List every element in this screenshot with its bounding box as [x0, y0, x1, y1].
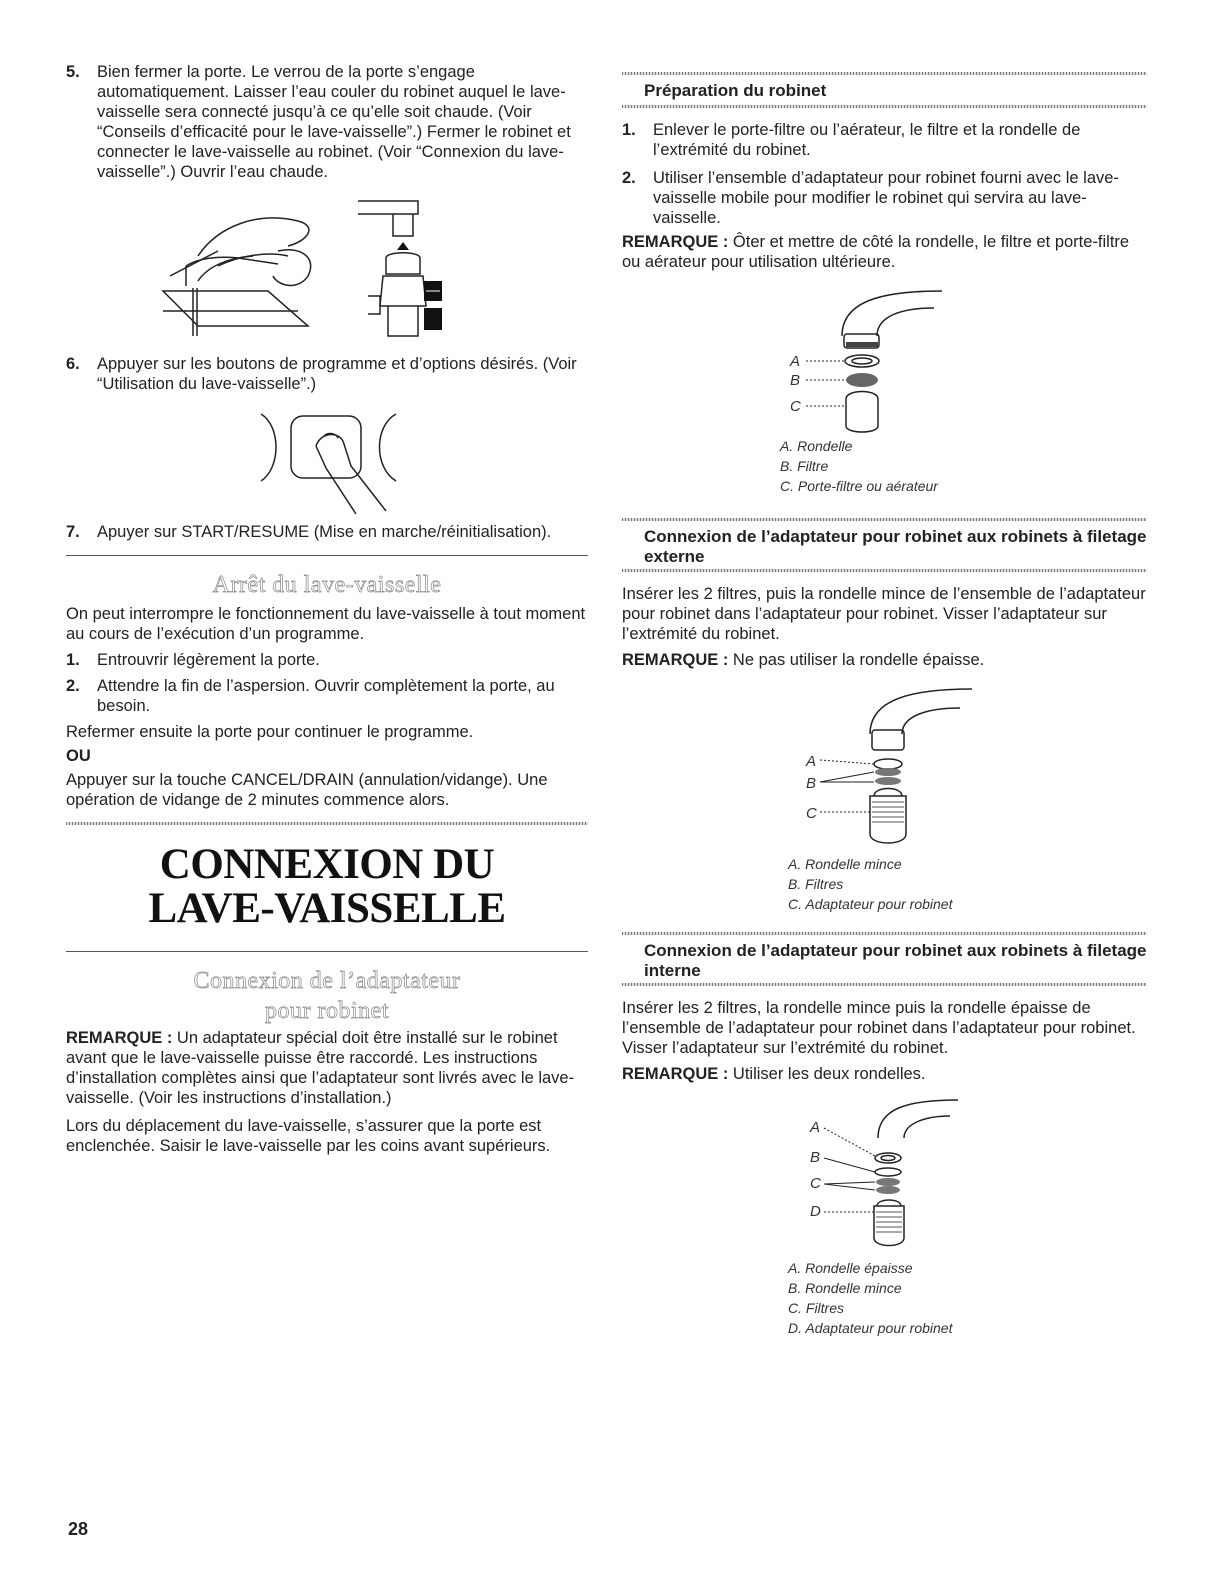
- adapter-para: Lors du déplacement du lave-vaisselle, s’assurer que la porte est enclenchée. Saisir le lave-vaisselle par les coins avant supérieurs.: [66, 1117, 551, 1155]
- fig-letter: C: [810, 1175, 821, 1192]
- button-press-illustration: [256, 406, 588, 516]
- step-text: Apuyer sur START/RESUME (Mise en marche/réinitialisation).: [97, 523, 552, 541]
- divider: [66, 555, 588, 556]
- fig-letter: A: [810, 1119, 821, 1136]
- stop-section-title: Arrêt du lave-vaisselle: [212, 572, 442, 598]
- internal-captions: [788, 1258, 1147, 1338]
- fig-letter: B: [790, 372, 801, 389]
- adapter-section-title-line-2: pour robinet: [265, 998, 389, 1024]
- note-text: Ôter et mettre de côté la rondelle, le filtre et porte-filtre ou aérateur pour utilisation ultérieure.: [622, 233, 1130, 271]
- internal-title: Connexion de l’adaptateur pour robinet aux robinets à filetage interne: [644, 941, 1147, 980]
- right-column: [622, 62, 1147, 1338]
- stop-cancel: Appuyer sur la touche CANCEL/DRAIN (annulation/vidange). Une opération de vidange de 2 minutes commence alors.: [66, 771, 548, 809]
- external-title: Connexion de l’adaptateur pour robinet aux robinets à filetage externe: [644, 527, 1147, 566]
- step-5: [66, 62, 588, 182]
- note-text: Utiliser les deux rondelles.: [728, 1065, 926, 1083]
- prep-note: [622, 232, 1147, 272]
- note-label: REMARQUE :: [622, 233, 729, 251]
- caption: C. Porte-filtre ou aérateur: [780, 478, 938, 494]
- faucet-illustration: [158, 196, 588, 346]
- step-text: Attendre la fin de l’aspersion. Ouvrir complètement la porte, au besoin.: [97, 677, 555, 715]
- hatched-divider: [66, 822, 588, 825]
- note-label: REMARQUE :: [622, 651, 729, 669]
- external-note: [622, 650, 1147, 670]
- left-column: [66, 62, 588, 1156]
- adapter-section-title-line-1: Connexion de l’adaptateur: [193, 968, 461, 994]
- fig-letter: B: [810, 1149, 821, 1166]
- caption: C. Filtres: [788, 1300, 844, 1316]
- caption: B. Rondelle mince: [788, 1280, 902, 1296]
- caption: A. Rondelle épaisse: [788, 1260, 913, 1276]
- divider: [66, 951, 588, 952]
- fig-letter: D: [810, 1203, 821, 1220]
- caption: D. Adaptateur pour robinet: [788, 1320, 953, 1336]
- main-title-line-1: CONNEXION DU: [159, 841, 495, 888]
- stop-after: Refermer ensuite la porte pour continuer le programme.: [66, 723, 474, 741]
- hatched-divider: [622, 983, 1147, 986]
- internal-note: [622, 1064, 1147, 1084]
- main-title-line-2: LAVE-VAISSELLE: [148, 885, 506, 932]
- fig-letter: C: [806, 805, 817, 822]
- external-captions: [788, 854, 1147, 914]
- note-text: Ne pas utiliser la rondelle épaisse.: [728, 651, 985, 669]
- prep-title: Préparation du robinet: [644, 81, 827, 100]
- step-text: Enlever le porte-filtre ou l’aérateur, le filtre et la rondelle de l’extrémité du robinet.: [653, 121, 1081, 159]
- adapter-note: [66, 1028, 588, 1108]
- or-label: OU: [66, 747, 91, 765]
- step-text: Appuyer sur les boutons de programme et d’options désirés. (Voir “Utilisation du lave-vaisselle”.): [97, 355, 577, 393]
- step-number: 7.: [66, 523, 80, 541]
- prep-step-1: [622, 120, 1147, 160]
- fig-letter: B: [806, 775, 817, 792]
- internal-figure: [808, 1098, 1147, 1258]
- hatched-divider: [622, 932, 1147, 935]
- external-figure: [802, 684, 1147, 854]
- step-6: [66, 354, 588, 394]
- hatched-divider: [622, 569, 1147, 572]
- fig-letter: C: [790, 398, 801, 415]
- step-text: Bien fermer la porte. Le verrou de la porte s’engage automatiquement. Laisser l’eau couler du robinet auquel le lave-vaisselle sera connecté jusqu’à ce qu’elle soit chaude. (Voir “Conseils d’efficacité pour le lave-vaisselle”.) Fermer le robinet et connecter le lave-vaisselle au robinet. (Voir “Connexion du lave-vaisselle”.) Ouvrir l’eau chaude.: [97, 63, 571, 181]
- stop-intro: On peut interrompre le fonctionnement du lave-vaisselle à tout moment au cours de l’exécution d’un programme.: [66, 605, 586, 643]
- stop-step-2: [66, 676, 588, 716]
- step-text: Entrouvrir légèrement la porte.: [97, 651, 320, 669]
- external-para: Insérer les 2 filtres, puis la rondelle mince de l’ensemble de l’adaptateur pour robinet dans l’adaptateur pour robinet. Visser l’adaptateur sur l’extrémité du robinet.: [622, 585, 1146, 643]
- step-number: 1.: [622, 121, 636, 139]
- caption: C. Adaptateur pour robinet: [788, 896, 953, 912]
- hatched-divider: [622, 105, 1147, 108]
- step-7: [66, 522, 588, 542]
- fig-letter: A: [806, 753, 817, 770]
- prep-captions: [780, 436, 1147, 496]
- note-label: REMARQUE :: [66, 1029, 173, 1047]
- step-number: 6.: [66, 355, 80, 373]
- step-number: 1.: [66, 651, 80, 669]
- prep-figure: [782, 286, 1147, 436]
- caption: B. Filtre: [780, 458, 829, 474]
- caption: B. Filtres: [788, 876, 844, 892]
- note-label: REMARQUE :: [622, 1065, 729, 1083]
- caption: A. Rondelle mince: [788, 856, 902, 872]
- internal-para: Insérer les 2 filtres, la rondelle mince puis la rondelle épaisse de l’ensemble de l’adaptateur pour robinet dans l’adaptateur pour robinet. Visser l’adaptateur sur l’extrémité du robinet.: [622, 999, 1136, 1057]
- caption: A. Rondelle: [780, 438, 853, 454]
- note-text: Un adaptateur spécial doit être installé sur le robinet avant que le lave-vaisselle puisse être raccordé. Les instructions d’installation complètes ainsi que l’adaptateur sont livrés avec le lave-vaisselle. (Voir les instructions d’installation.): [66, 1029, 575, 1107]
- hatched-divider: [622, 72, 1147, 75]
- prep-step-2: [622, 168, 1147, 228]
- fig-letter: A: [790, 353, 801, 370]
- step-number: 5.: [66, 63, 80, 81]
- step-number: 2.: [66, 677, 80, 695]
- step-text: Utiliser l’ensemble d’adaptateur pour robinet fourni avec le lave-vaisselle mobile pour modifier le robinet qui servira au lave-vaisselle.: [653, 169, 1119, 227]
- hatched-divider: [622, 518, 1147, 521]
- page-number: 28: [68, 1519, 89, 1539]
- step-number: 2.: [622, 169, 636, 187]
- stop-step-1: [66, 650, 588, 670]
